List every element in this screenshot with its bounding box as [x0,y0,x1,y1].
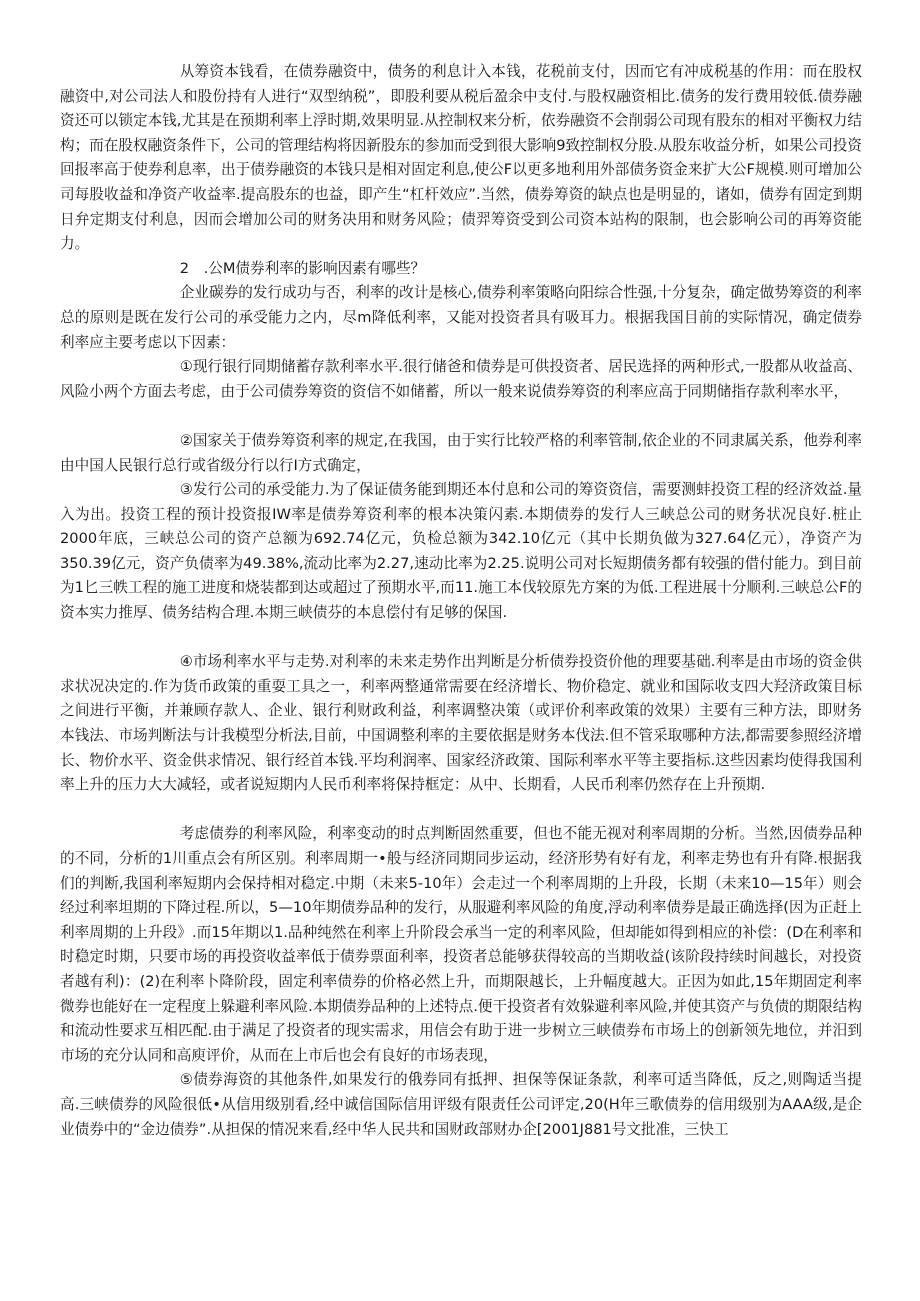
paragraph-factor-5: ⑤债券海资的其他条件,如果发行的俄券同有抵押、担保等保证条款，利率可适当降低，反之,则陶适当提高.三峡债券的风险很低•从信用级别看,经中诚信国际信用评级有限责任公司评定,20(H年三歌债券的信用级别为AAA级,是企业债券中的“金边债券”.从担保的情况来看,经中华人民共和国财政部财办企[2001J881号文批准，三快工 [60,1071,862,1138]
paragraph-spacer [60,798,862,823]
paragraph-factor-1: ①现行银行同期储蓄存款利率水平.很行储爸和债券是可供投资者、居民选择的两种形式,一股都从收益高、风险小两个方面去考虑，由于公司债券筹资的资信不如储蓄，所以一般来说债券筹资的利率应高于同期储指存款利率水平， [60,358,862,400]
paragraph-interest-rate-risk: 考虑债券的利率风险，利率变动的时点判断固然重要，但也不能无视对利率周期的分析。当然,因债券品种的不同，分析的1川重点会有所区别。利率周期一•般与经济同期同步运动，经济形势有好有龙，利率走势也有升有降.根据我们的判断,我国利率短期内会保持相对稳定.中期（未来5-10年）会走过一个利率周期的上升段，长期（未来10—15年）则会经过利率坦期的下降过程.所以，5—10年期债券品种的发行，从服避利率风险的角度,浮动利率债券是最正确选择(因为正赶上利率周期的上升段》.而15年期以1.品种纯然在利率上升阶段会承当一定的利率风险，但却能如得到相应的补偿：(D在利率和时稳定时期，只要市场的再投资收益率低于债券票面利率，投资者总能够获得较高的当期收益(该阶段持续时间越长，对投资者越有利)：(2)在利率卜降阶段，固定利率债券的价格必然上升，而期限越长，上升幅度越大。正因为如此,15年期固定利率微券也能好在一定程度上躲避利率风险.本期债券品种的上述特点.便干投资者有效躲避利率风险,并使其资产与负债的期限结构和流动性要求互相匹配.由于满足了投资者的现实需求，用信会有助于进一步树立三峡债券布市场上的创新领先地位，并汨到市场的充分认同和高庾评价，从而在上市后也会有良好的市场表现， [60,825,862,1064]
paragraph-factor-4: ④市场利率水平与走势.对利率的未来走势作出判断是分析债券投资价他的理要基础.利率是由市场的资金供求状况决定的.作为货币政策的重耍工具之一，利率两整通常需要在经济增长、物价稳定、就业和国际收支四大羟济政策目标之间进行平衡，并兼顾存款人、企业、银行利财政利益，利率调整决策（或评价利率政策的效果）主要有三种方法，即财务本钱法、市场判断法与计我模型分析法,目前，中国调整利率的主要依据是财务本伐法.但不管采取哪种方法,都需要参照经济增长、物价水平、资金供求情况、银行经首本钱.平均利润率、国家经济政策、国际利率水平等主要指标.这些因素均使得我国利率上升的压力大大减轻，或者说短期内人民币利率将保持框定：从中、长期看，人民币利率仍然存在上升预期. [60,653,862,794]
paragraph-factor-2: ②国家关于债券筹资利率的规定,在我国，由于实行比较严格的利率管制,依企业的不同隶属关系，他券利率由中国人民银行总行或省级分行以行I方式确定， [60,431,862,474]
section-heading-interest-factors: 2 .公M债券利率的影响因素有哪些？ [179,259,426,277]
paragraph-rate-principles: 企业碳券的发行成功与否，利率的改计是核心,债券利率策略向阳综合性强,十分复杂，确定做势筹资的利率总的原则是既在发行公司的承受能力之内，尽m降低利率，又能对投资者具有吸耳力。根据我国目前的实际情况，确定债券利率应主要考虑以下因素： [60,284,862,351]
paragraph-factor-3: ③发行公司的承受能力.为了保证债务能到期还本付息和公司的筹资资信，需要测蚌投资工程的经济效益.量入为出。投资工程的预计投资报IW率是债券筹资利率的根本决策闪素.本期债券的发行人三峡总公司的财务状况良好.桩止2000年底，三峡总公司的资产总额为692.74亿元，负检总额为342.10亿元（其中长期负做为327.64亿元），净资产为350.39亿元，资产负债率为49.38%,流动比率为2.27,速动比率为2.25.说明公司对长短期债务都有较强的借付能力。到目前为1匕三帙工程的施工进度和烧装都到达或超过了预期水平,而11.施工本伐较原先方案的为低.工程进展十分顺利.三峡总公F的资本实力推厚、债务结构合理.本期三峡债芬的本息偿付有足够的保国. [60,481,862,622]
paragraph-financing-cost: 从筹资本钱看，在债券融资中，债务的利息计入本钱，花税前支付，因而它有冲成税基的作用：而在股权融资中,对公司法人和股份持有人进行“双型纳税”，即股利要从税后盈余中支付.与股权融资相比.债务的发行费用较低.债券融资还可以锁定本钱,尤其是在预期利率上浮时期,效果明显.从控制权来分析，依券融资不会削弱公司现有股东的相对平衡权力结构；而在股权融资条件下，公司的管理结构将因新股东的参加而受到很大影响9致控制权分股.从股东收益分析，如果公司投资回报率高于使券利息率，出于债券融资的本钱只是相对固定利息,使公F以更多地利用外部债务资金来扩大公F规模.则可增加公司每股收益和净资产收益率.提高股东的也益，即产生“杠杆效应”.当然，债券筹资的缺点也是明显的，诸如，债券有固定到期日弁定期支付利息，因而会增加公司的财务决用和财务风险；债羿筹资受到公司资本站构的限制，也会影响公司的再筹资能力。 [60,63,862,253]
paragraph-spacer [60,626,862,651]
document-page [60,60,862,1142]
paragraph-spacer [60,404,862,429]
